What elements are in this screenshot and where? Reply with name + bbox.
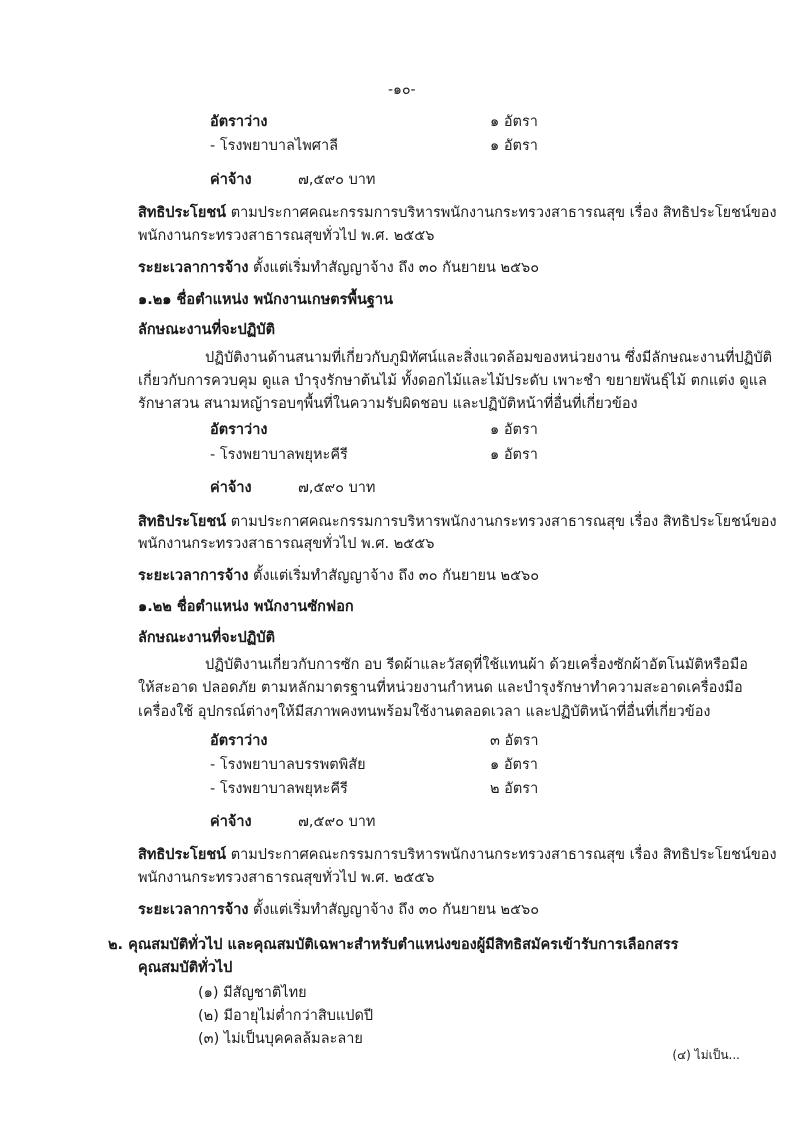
vacancy-label: อัตราว่าง: [210, 114, 268, 130]
benefits-line: สิทธิประโยชน์ ตามประกาศคณะกรรมการบริหารพนักงานกระทรวงสาธารณสุข เรื่อง สิทธิประโยชน์ของ: [138, 847, 777, 863]
benefits-line-2: พนักงานกระทรวงสาธารณสุขทั่วไป พ.ศ. ๒๕๕๖: [138, 228, 435, 244]
hospital-count: ๑ อัตรา: [490, 138, 538, 154]
continuation-note: (๔) ไม่เป็น...: [672, 1048, 740, 1062]
benefits-line-2: พนักงานกระทรวงสาธารณสุขทั่วไป พ.ศ. ๒๕๕๖: [138, 870, 435, 886]
wage-value: ๗,๕๙๐ บาท: [298, 172, 376, 188]
duty-heading: ลักษณะงานที่จะปฏิบัติ: [138, 630, 275, 646]
qualification-item-3: (๓) ไม่เป็นบุคคลล้มละลาย: [198, 1031, 363, 1047]
vacancy-count: ๓ อัตรา: [490, 733, 539, 749]
duty-line-1: ปฏิบัติงานด้านสนามที่เกี่ยวกับภูมิทัศน์และสิ่งแวดล้อมของหน่วยงาน ซึ่งมีลักษณะงานที่ปฏิบัติ: [205, 350, 773, 366]
duty-line-2: ให้สะอาด ปลอดภัย ตามหลักมาตรฐานที่หน่วยงานกำหนด และบำรุงรักษาทำความสะอาดเครื่องมือ: [138, 680, 743, 696]
benefits-line: สิทธิประโยชน์ ตามประกาศคณะกรรมการบริหารพนักงานกระทรวงสาธารณสุข เรื่อง สิทธิประโยชน์ของ: [138, 514, 777, 530]
hospital-count: ๑ อัตรา: [490, 757, 538, 773]
duty-line-1: ปฏิบัติงานเกี่ยวกับการซัก อบ รีดผ้าและวัสดุที่ใช้แทนผ้า ด้วยเครื่องซักผ้าอัตโนมัติหรือมือ: [205, 657, 748, 673]
vacancy-label: อัตราว่าง: [210, 422, 268, 438]
hospital-item: - โรงพยาบาลพยุหะคีรี: [210, 447, 348, 463]
qualification-item-2: (๒) มีอายุไม่ต่ำกว่าสิบแปดปี: [198, 1008, 374, 1024]
hospital-item: - โรงพยาบาลบรรพตพิสัย: [210, 757, 366, 773]
wage-label: ค่าจ้าง: [210, 172, 252, 188]
duty-line-3: เครื่องใช้ อุปกรณ์ต่างๆให้มีสภาพคงทนพร้อมใช้งานตลอดเวลา และปฏิบัติหน้าที่อื่นที่เกี่ยวข้อง: [138, 704, 711, 720]
vacancy-count: ๑ อัตรา: [490, 114, 538, 130]
general-qualifications-heading: คุณสมบัติทั่วไป: [138, 960, 233, 976]
vacancy-label: อัตราว่าง: [210, 733, 268, 749]
wage-label: ค่าจ้าง: [210, 480, 252, 496]
hospital-item: - โรงพยาบาลไพศาลี: [210, 138, 339, 154]
period-line: ระยะเวลาการจ้าง ตั้งแต่เริ่มทำสัญญาจ้าง ถึง ๓๐ กันยายน ๒๕๖๐: [138, 260, 540, 276]
hospital-item: - โรงพยาบาลพยุหะคีรี: [210, 781, 348, 797]
wage-value: ๗,๕๙๐ บาท: [298, 480, 376, 496]
vacancy-count: ๑ อัตรา: [490, 422, 538, 438]
position-heading-122: ๑.๒๒ ชื่อตำแหน่ง พนักงานซักฟอก: [138, 599, 354, 615]
period-line: ระยะเวลาการจ้าง ตั้งแต่เริ่มทำสัญญาจ้าง ถึง ๓๐ กันยายน ๒๕๖๐: [138, 902, 540, 918]
section-2-heading: ๒. คุณสมบัติทั่วไป และคุณสมบัติเฉพาะสำหรับตำแหน่งของผู้มีสิทธิสมัครเข้ารับการเลือกสรร: [108, 937, 679, 953]
wage-value: ๗,๕๙๐ บาท: [298, 814, 376, 830]
qualification-item-1: (๑) มีสัญชาติไทย: [198, 985, 307, 1001]
benefits-line-2: พนักงานกระทรวงสาธารณสุขทั่วไป พ.ศ. ๒๕๕๖: [138, 536, 435, 552]
hospital-count: ๑ อัตรา: [490, 447, 538, 463]
duty-heading: ลักษณะงานที่จะปฏิบัติ: [138, 322, 275, 338]
wage-label: ค่าจ้าง: [210, 814, 252, 830]
duty-line-3: รักษาสวน สนามหญ้ารอบๆพื้นที่ในความรับผิดชอบ และปฏิบัติหน้าที่อื่นที่เกี่ยวข้อง: [138, 396, 638, 412]
hospital-count: ๒ อัตรา: [490, 781, 539, 797]
benefits-line: สิทธิประโยชน์ ตามประกาศคณะกรรมการบริหารพนักงานกระทรวงสาธารณสุข เรื่อง สิทธิประโยชน์ของ: [138, 205, 777, 221]
page-number: -๑๐-: [388, 82, 416, 98]
position-heading-121: ๑.๒๑ ชื่อตำแหน่ง พนักงานเกษตรพื้นฐาน: [138, 292, 393, 308]
duty-line-2: เกี่ยวกับการควบคุม ดูแล บำรุงรักษาต้นไม้ ทั้งดอกไม้และไม้ประดับ เพาะชำ ขยายพันธุ์ไม้ ตกแต่ง ดูแล: [138, 373, 767, 389]
period-line: ระยะเวลาการจ้าง ตั้งแต่เริ่มทำสัญญาจ้าง ถึง ๓๐ กันยายน ๒๕๖๐: [138, 568, 540, 584]
